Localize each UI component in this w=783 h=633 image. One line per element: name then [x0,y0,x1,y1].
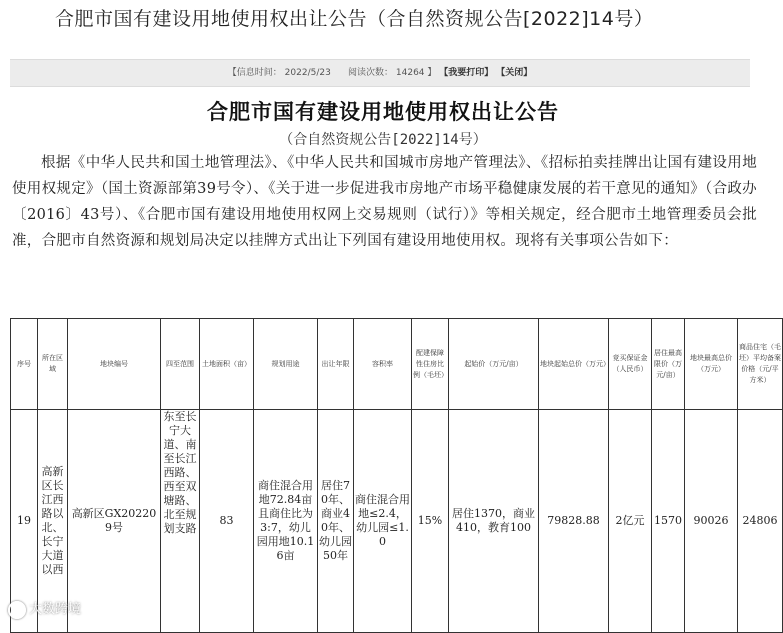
header-cell: 四至范围 [161,319,200,410]
info-date: 2022/5/23 [284,68,331,78]
header-cell: 所在区域 [38,319,68,410]
page-title: 合肥市国有建设用地使用权出让公告（合自然资规公告[2022]14号） [55,8,654,30]
cell-bounds: 东至长宁大道、南至长江西路、西至双塘路、北至规划支路 [161,410,200,633]
cell-start-total: 79828.88 [539,410,609,633]
watermark-text: 大数跨境 [29,602,82,617]
watermark-logo-icon [8,601,26,619]
cell-term: 居住70年、商业40年、幼儿园50年 [318,410,354,633]
cell-code: 高新区GX202209号 [68,410,161,633]
cell-land-area: 83 [200,410,254,633]
cell-area: 高新区长江西路以北、长宁大道以西 [38,410,68,633]
watermark [8,598,81,619]
header-cell: 配建保障性住房比例（毛坯） [412,319,449,410]
cell-start-price: 居住1370，商业410，教育100 [449,410,539,633]
cell-max-total: 90026 [685,410,738,633]
table-header-row [11,319,783,410]
cell-no: 19 [11,410,38,633]
cell-max-price: 1570 [652,410,685,633]
header-cell: 容积率 [354,319,412,410]
info-date-label: 【信息时间： [227,68,282,78]
cell-deposit: 2亿元 [609,410,652,633]
cell-far: 商住混合用地≤2.4，幼儿园≤1.0 [354,410,412,633]
header-cell: 竞买保证金（人民币） [609,319,652,410]
info-views: 14264 [395,68,425,78]
info-bar [10,59,750,87]
header-cell: 地块最高总价（万元） [685,319,738,410]
document-subtitle: （合自然资规公告[2022]14号） [279,132,487,148]
info-views-label: 阅读次数： [348,68,394,78]
document-body: 根据《中华人民共和国土地管理法》、《中华人民共和国城市房地产管理法》、《招标拍卖挂牌出让国有建设用地使用权规定》（国土资源部第39号令）、《关于进一步促进我市房地产市场平稳健康发展的若干意见的通知》（合政办〔2016〕43号）、《合肥市国有建设用地使用权网上交易规则（试行）》等相关规定，经合肥市土地管理委员会批准，合肥市自然资源和规划局决定以挂牌方式出让下列国有建设用地使用权。现将有关事项公告如下： [12,155,757,249]
header-cell: 地块编号 [68,319,161,410]
cell-avg-price: 24806 [738,410,783,633]
cell-ratio: 15% [412,410,449,633]
table-row [11,410,783,633]
header-cell: 规划用途 [254,319,318,410]
header-cell: 商品住宅（毛坯）平均备案价格（元/平方米） [738,319,783,410]
info-close-bracket: 】 [427,68,437,78]
land-table [10,318,783,633]
print-link[interactable]: 【我要打印】 [439,68,494,78]
document-title: 合肥市国有建设用地使用权出让公告 [207,99,559,124]
header-cell: 序号 [11,319,38,410]
header-cell: 土地面积（亩） [200,319,254,410]
header-cell: 居住最高限价（万元/亩） [652,319,685,410]
header-cell: 地块起始总价（万元） [539,319,609,410]
close-link[interactable]: 【关闭】 [496,68,533,78]
header-cell: 出让年限 [318,319,354,410]
header-cell: 起始价（万元/亩） [449,319,539,410]
cell-use: 商住混合用地72.84亩且商住比为3:7，幼儿园用地10.16亩 [254,410,318,633]
